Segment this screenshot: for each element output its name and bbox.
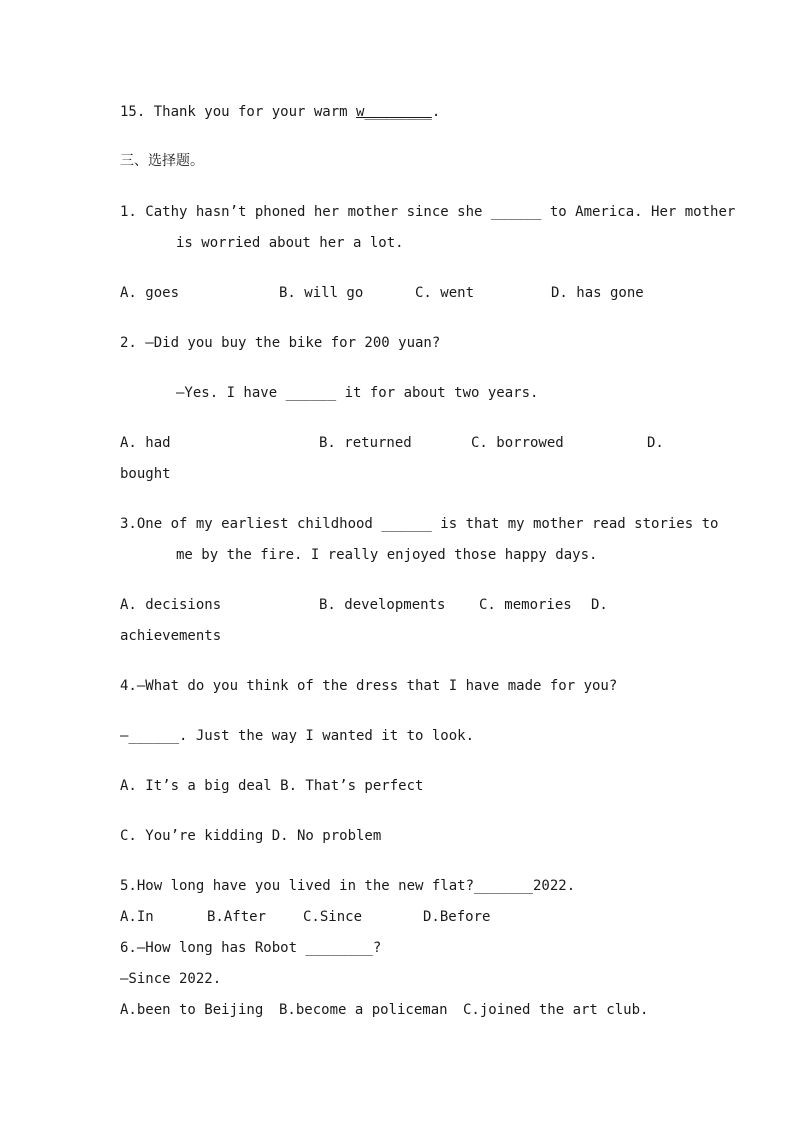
question-2-stem-cont: —Yes. I have ______ it for about two years.: [176, 385, 539, 401]
question-5-option-c: C.Since: [303, 909, 363, 925]
question-4-options-cd: C. You’re kidding D. No problem: [120, 828, 382, 844]
question-2-option-b: B. returned: [319, 435, 412, 451]
question-6-stem: 6.—How long has Robot ________?: [120, 940, 382, 956]
question-15-blank: w________: [356, 104, 432, 120]
question-6-option-c: C.joined the art club.: [463, 1002, 649, 1018]
question-3-option-d: D.: [591, 597, 608, 613]
question-3-stem-cont: me by the fire. I really enjoyed those happy days.: [176, 547, 598, 563]
question-15-period: .: [431, 104, 441, 120]
question-1-stem: 1. Cathy hasn’t phoned her mother since she ______ to America. Her mother: [120, 204, 736, 220]
question-15-text: 15. Thank you for your warm: [120, 104, 357, 120]
question-1-option-d: D. has gone: [551, 285, 644, 301]
question-5-option-d: D.Before: [423, 909, 491, 925]
question-1-option-c: C. went: [415, 285, 475, 301]
question-3-option-b: B. developments: [319, 597, 446, 613]
section-title: 三、选择题。: [120, 153, 204, 169]
question-2-option-c: C. borrowed: [471, 435, 564, 451]
question-4-options-ab: A. It’s a big deal B. That’s perfect: [120, 778, 424, 794]
question-2-stem: 2. —Did you buy the bike for 200 yuan?: [120, 335, 441, 351]
question-3-option-a: A. decisions: [120, 597, 222, 613]
question-5-option-a: A.In: [120, 909, 154, 925]
question-1-option-a: A. goes: [120, 285, 180, 301]
question-5-option-b: B.After: [207, 909, 267, 925]
question-1-stem-cont: is worried about her a lot.: [176, 235, 404, 251]
question-3-stem: 3.One of my earliest childhood ______ is that my mother read stories to: [120, 516, 719, 532]
question-2-option-d: D.: [647, 435, 664, 451]
question-5-stem: 5.How long have you lived in the new flat?_______2022.: [120, 878, 576, 894]
question-3-option-c: C. memories: [479, 597, 572, 613]
question-6-option-a: A.been to Beijing: [120, 1002, 264, 1018]
question-3-option-d-text: achievements: [120, 628, 222, 644]
question-4-stem: 4.—What do you think of the dress that I have made for you?: [120, 678, 618, 694]
question-6-option-b: B.become a policeman: [279, 1002, 448, 1018]
question-2-option-a: A. had: [120, 435, 171, 451]
question-1-option-b: B. will go: [279, 285, 364, 301]
question-15: [120, 103, 440, 121]
question-2-option-d-text: bought: [120, 466, 171, 482]
question-4-stem-cont: —______. Just the way I wanted it to look.: [120, 728, 475, 744]
question-6-stem-cont: —Since 2022.: [120, 971, 222, 987]
